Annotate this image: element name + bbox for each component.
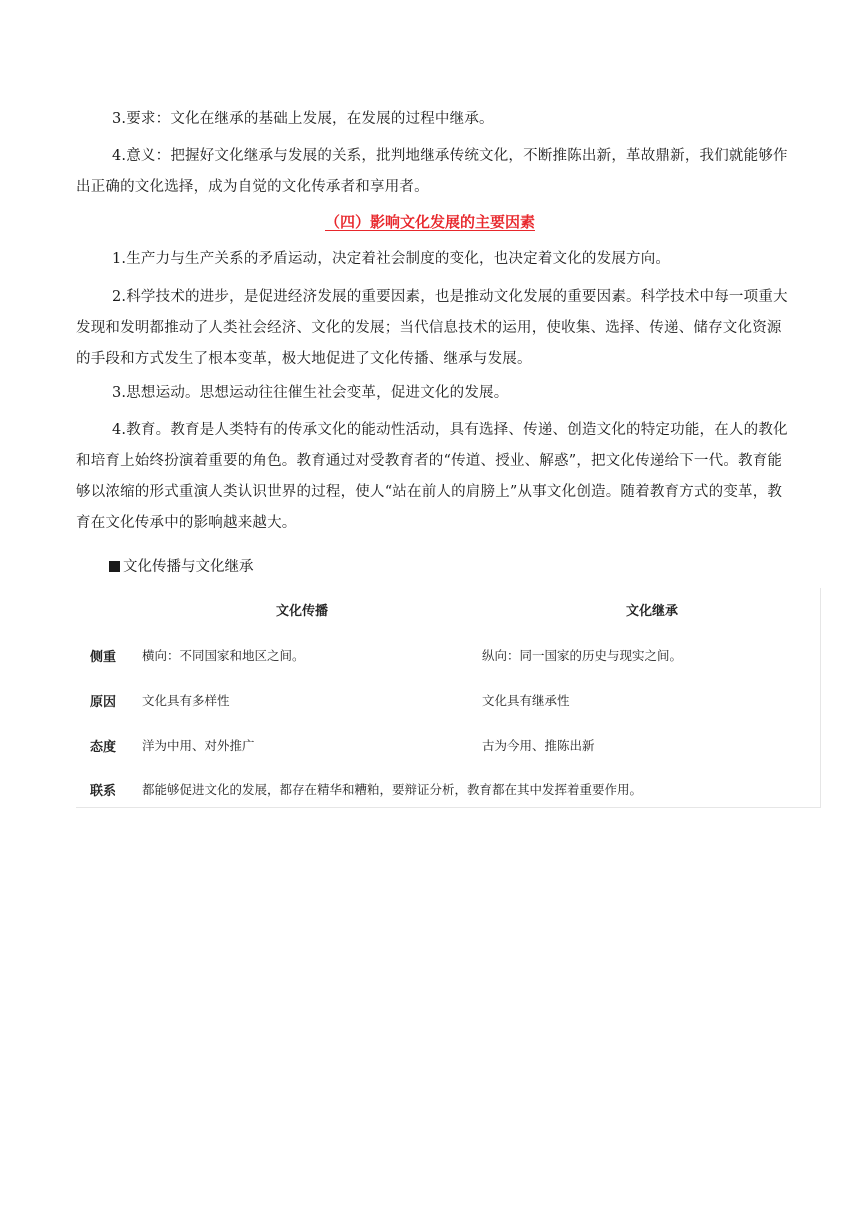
row-label-reason: 原因 (90, 695, 117, 710)
section-heading: （四）影响文化发展的主要因素 (324, 213, 535, 231)
factor-production: 1.生产力与生产关系的矛盾运动，决定着社会制度的变化，也决定着文化的发展方向。 (112, 251, 671, 267)
cell-attitude-inherit: 古为今用、推陈出新 (482, 738, 595, 753)
row-label-link: 联系 (90, 784, 117, 799)
header-inherit: 文化继承 (626, 604, 679, 619)
square-bullet-icon (109, 561, 120, 572)
comparison-table (76, 588, 821, 808)
cell-reason-spread: 文化具有多样性 (142, 693, 230, 708)
row-label-attitude: 态度 (90, 740, 117, 755)
factor-education: 4.教育。教育是人类特有的传承文化的能动性活动，具有选择、传递、创造文化的特定功能，在人的教化和培育上始终扮演着重要的角色。教育通过对受教育者的“传道、授业、解惑”，把文化传递给下一代。教育能够以浓缩的形式重演人类认识世界的过程，使人“站在前人的肩膀上”从事文化创造。随着教育方式的变革，教育在文化传承中的影响越来越大。 (76, 422, 788, 531)
cell-reason-inherit: 文化具有继承性 (482, 693, 570, 708)
table-caption-text: 文化传播与文化继承 (123, 559, 254, 575)
row-label-focus: 侧重 (90, 650, 117, 665)
factor-technology: 2.科学技术的进步，是促进经济发展的重要因素，也是推动文化发展的重要因素。科学技术中每一项重大发现和发明都推动了人类社会经济、文化的发展；当代信息技术的运用，使收集、选择、传递、储存文化资源的手段和方式发生了根本变革，极大地促进了文化传播、继承与发展。 (76, 289, 788, 367)
cell-attitude-spread: 洋为中用、对外推广 (142, 738, 255, 753)
paragraph-significance: 4.意义：把握好文化继承与发展的关系，批判地继承传统文化，不断推陈出新，革故鼎新，我们就能够作出正确的文化选择，成为自觉的文化传承者和享用者。 (76, 148, 788, 195)
paragraph-requirement: 3.要求：文化在继承的基础上发展，在发展的过程中继承。 (112, 111, 494, 127)
cell-link-text: 都能够促进文化的发展，都存在精华和糟粕，要辩证分析，教育都在其中发挥着重要作用。 (142, 782, 643, 797)
cell-focus-spread: 横向：不同国家和地区之间。 (142, 648, 305, 663)
cell-focus-inherit: 纵向：同一国家的历史与现实之间。 (482, 648, 683, 663)
table-caption (109, 552, 254, 583)
factor-ideology: 3.思想运动。思想运动往往催生社会变革，促进文化的发展。 (112, 385, 509, 401)
header-spread: 文化传播 (276, 604, 329, 619)
